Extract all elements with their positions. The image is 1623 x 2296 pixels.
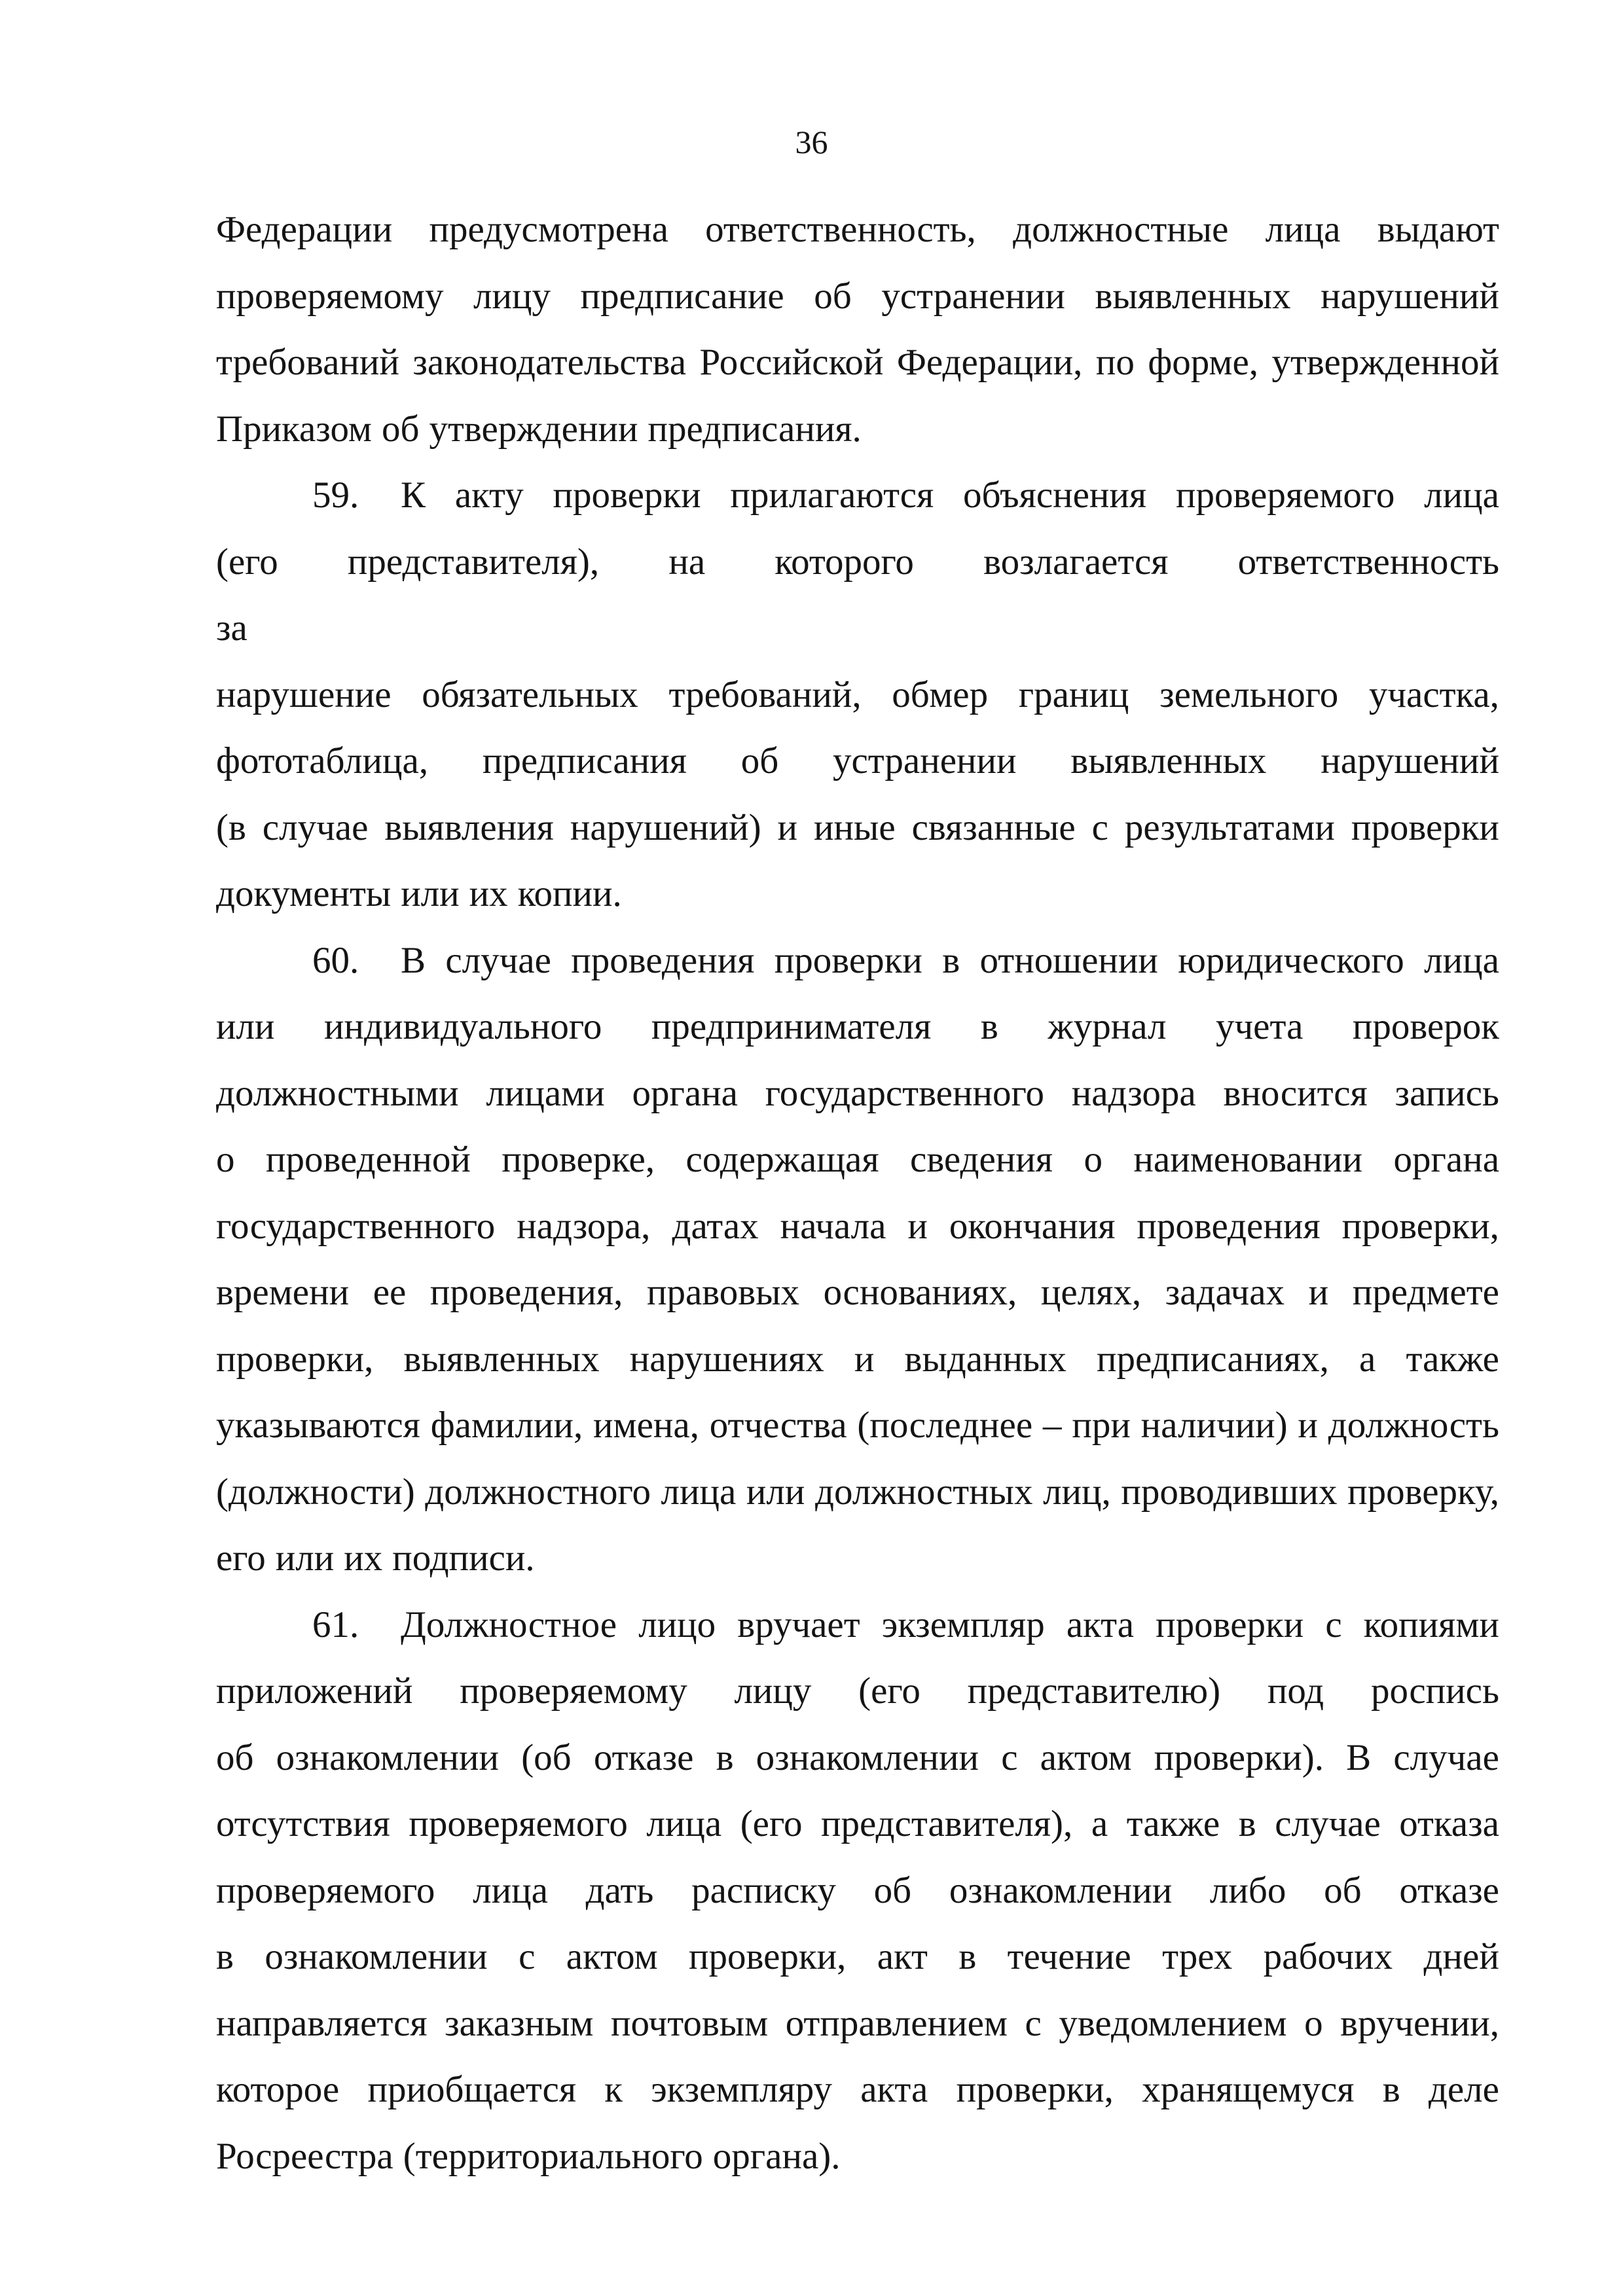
text-line: его или их подписи.	[216, 1537, 535, 1579]
text-line: отсутствия проверяемого лица (его представителя), а также в случае отказа	[216, 1803, 1499, 1844]
text-line: времени ее проведения, правовых основаниях, целях, задачах и предмете	[216, 1272, 1499, 1313]
text-line: указываются фамилии, имена, отчества (последнее – при наличии) и должность	[216, 1405, 1499, 1446]
text-line: которое приобщается к экземпляру акта проверки, хранящемуся в деле	[216, 2069, 1499, 2110]
text-line: Приказом об утверждении предписания.	[216, 408, 862, 450]
text-line: (в случае выявления нарушений) и иные связанные с результатами проверки	[216, 806, 1499, 848]
text-line: Федерации предусмотрена ответственность, должностные лица выдают	[216, 209, 1499, 250]
text-line: за	[216, 607, 247, 649]
text-line: документы или их копии.	[216, 873, 622, 914]
text-line: 60. В случае проведения проверки в отношении юридического лица	[216, 927, 1499, 994]
document-body	[216, 196, 1499, 2189]
paragraph-60	[216, 927, 1499, 1592]
text-line: проверяемому лицу предписание об устранении выявленных нарушений	[216, 275, 1499, 317]
text-line: государственного надзора, датах начала и окончания проведения проверки,	[216, 1205, 1499, 1247]
paragraph-59	[216, 462, 1499, 927]
paragraph-61	[216, 1592, 1499, 2190]
text-line: должностными лицами органа государственного надзора вносится запись	[216, 1072, 1499, 1114]
text-line: (должности) должностного лица или должностных лиц, проводивших проверку,	[216, 1471, 1499, 1513]
text-line: приложений проверяемому лицу (его представителю) под роспись	[216, 1670, 1499, 1712]
text-line: проверки, выявленных нарушениях и выданных предписаниях, а также	[216, 1338, 1499, 1380]
text-line: требований законодательства Российской Федерации, по форме, утвержденной	[216, 342, 1499, 383]
paragraph-continuation	[216, 196, 1499, 462]
text-line: нарушение обязательных требований, обмер границ земельного участка,	[216, 673, 1499, 715]
text-line: 59. К акту проверки прилагаются объяснения проверяемого лица	[216, 462, 1499, 529]
text-line: о проведенной проверке, содержащая сведения о наименовании органа	[216, 1139, 1499, 1180]
text-line: направляется заказным почтовым отправлением с уведомлением о вручении,	[216, 2002, 1499, 2044]
text-line: 61. Должностное лицо вручает экземпляр акта проверки с копиями	[216, 1592, 1499, 1659]
text-line: в ознакомлении с актом проверки, акт в течение трех рабочих дней	[216, 1936, 1499, 1977]
page-number: 36	[795, 124, 828, 160]
text-line: фототаблица, предписания об устранении выявленных нарушений	[216, 740, 1499, 781]
text-line: об ознакомлении (об отказе в ознакомлении с актом проверки). В случае	[216, 1736, 1499, 1778]
text-line: проверяемого лица дать расписку об ознакомлении либо об отказе	[216, 1869, 1499, 1911]
paragraph-number: 60.	[312, 939, 359, 981]
text-line: Росреестра (территориального органа).	[216, 2135, 841, 2177]
text-line: (его представителя), на которого возлагается ответственность	[216, 541, 1499, 583]
paragraph-number: 61.	[312, 1604, 359, 1645]
paragraph-number: 59.	[312, 475, 359, 516]
text-line: или индивидуального предпринимателя в журнал учета проверок	[216, 1006, 1499, 1047]
